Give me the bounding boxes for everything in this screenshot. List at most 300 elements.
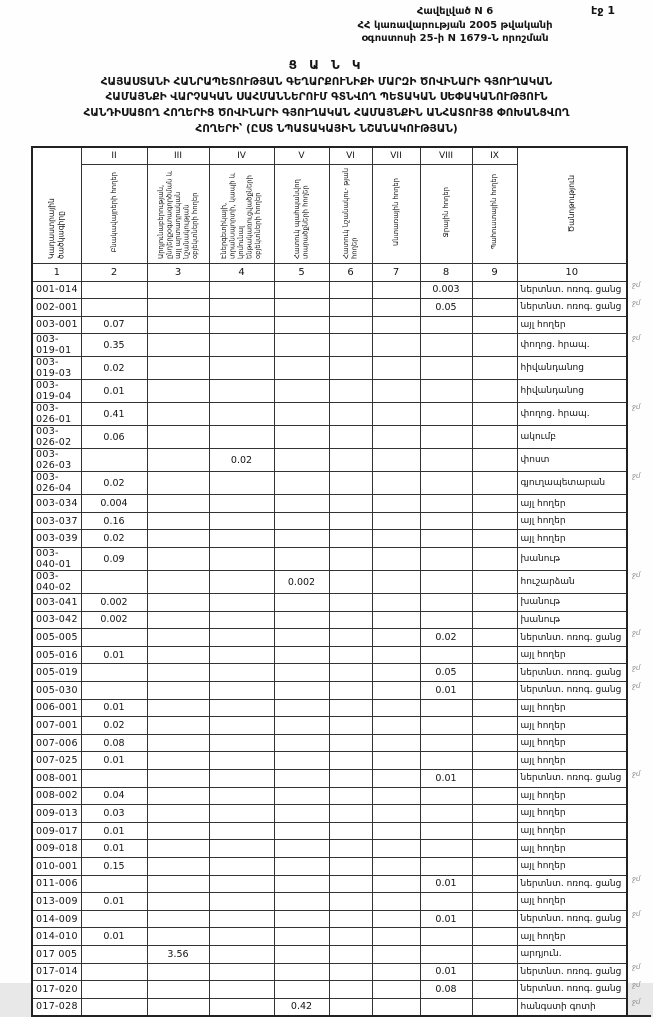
margin-mark bbox=[627, 316, 651, 334]
margin-mark bbox=[627, 495, 651, 513]
cell-infrastructure-lands bbox=[209, 611, 274, 629]
margin-mark bbox=[627, 449, 651, 472]
cell-reserve-lands bbox=[472, 717, 517, 735]
table-row bbox=[32, 629, 651, 647]
table-row bbox=[32, 945, 651, 963]
cell-industrial-lands bbox=[147, 857, 209, 875]
cell-water-lands bbox=[420, 530, 472, 548]
table-row bbox=[32, 717, 651, 735]
cell-water-lands: 0.01 bbox=[420, 910, 472, 928]
cell-settlement-lands bbox=[81, 664, 147, 682]
margin-mark bbox=[627, 699, 651, 717]
cell-water-lands: 0.01 bbox=[420, 963, 472, 981]
cell-water-lands: 0.08 bbox=[420, 981, 472, 999]
cell-cadastral-code: 009-017 bbox=[32, 822, 81, 840]
table-row bbox=[32, 594, 651, 612]
cell-water-lands bbox=[420, 403, 472, 426]
cell-cadastral-code: 003-019-04 bbox=[32, 380, 81, 403]
column-number-4: 4 bbox=[209, 263, 274, 281]
roman-numeral-IV: IV bbox=[209, 147, 274, 165]
cell-protected-lands bbox=[274, 548, 329, 571]
cell-cadastral-code: 006-001 bbox=[32, 699, 81, 717]
cell-protected-lands bbox=[274, 857, 329, 875]
cell-reserve-lands bbox=[472, 945, 517, 963]
cell-forest-lands bbox=[372, 629, 420, 647]
cell-cadastral-code: 003-037 bbox=[32, 512, 81, 530]
margin-mark: ջմ bbox=[632, 681, 641, 690]
cell-water-lands bbox=[420, 699, 472, 717]
cell-special-purpose-lands bbox=[329, 334, 372, 357]
cell-special-purpose-lands bbox=[329, 380, 372, 403]
margin-mark bbox=[627, 734, 651, 752]
cell-note: փոստ bbox=[517, 449, 627, 472]
cell-cadastral-code: 003-041 bbox=[32, 594, 81, 612]
cell-protected-lands bbox=[274, 928, 329, 946]
cell-forest-lands bbox=[372, 717, 420, 735]
cell-reserve-lands bbox=[472, 805, 517, 823]
cell-settlement-lands: 0.06 bbox=[81, 426, 147, 449]
cell-water-lands bbox=[420, 512, 472, 530]
cell-forest-lands bbox=[372, 380, 420, 403]
cell-protected-lands: 0.42 bbox=[274, 998, 329, 1016]
cell-settlement-lands: 0.03 bbox=[81, 805, 147, 823]
cell-settlement-lands bbox=[81, 998, 147, 1016]
cell-water-lands bbox=[420, 472, 472, 495]
cell-note: հիվանդանոց bbox=[517, 380, 627, 403]
cell-special-purpose-lands bbox=[329, 594, 372, 612]
cell-cadastral-code: 003-019-01 bbox=[32, 334, 81, 357]
cell-reserve-lands bbox=[472, 822, 517, 840]
cell-settlement-lands: 0.02 bbox=[81, 472, 147, 495]
header-cell-notes bbox=[517, 147, 627, 264]
table-row bbox=[32, 787, 651, 805]
cell-special-purpose-lands bbox=[329, 928, 372, 946]
cell-reserve-lands bbox=[472, 334, 517, 357]
cell-forest-lands bbox=[372, 699, 420, 717]
cell-reserve-lands bbox=[472, 963, 517, 981]
table-row bbox=[32, 910, 651, 928]
cell-settlement-lands: 0.04 bbox=[81, 787, 147, 805]
cell-protected-lands bbox=[274, 357, 329, 380]
header-label-settlement-lands: Բնակավայրերի հողեր bbox=[109, 171, 118, 253]
cell-reserve-lands bbox=[472, 682, 517, 700]
margin-mark bbox=[627, 530, 651, 548]
cell-infrastructure-lands bbox=[209, 530, 274, 548]
cell-cadastral-code: 017 005 bbox=[32, 945, 81, 963]
cell-industrial-lands bbox=[147, 822, 209, 840]
table-row bbox=[32, 316, 651, 334]
cell-special-purpose-lands bbox=[329, 512, 372, 530]
cell-infrastructure-lands bbox=[209, 281, 274, 299]
cell-reserve-lands bbox=[472, 646, 517, 664]
cell-water-lands bbox=[420, 449, 472, 472]
table-row bbox=[32, 840, 651, 858]
cell-forest-lands bbox=[372, 805, 420, 823]
cell-cadastral-code: 007-001 bbox=[32, 717, 81, 735]
table-row bbox=[32, 357, 651, 380]
cell-industrial-lands bbox=[147, 472, 209, 495]
cell-infrastructure-lands bbox=[209, 717, 274, 735]
cell-cadastral-code: 001-014 bbox=[32, 281, 81, 299]
cell-note: այլ հողեր bbox=[517, 822, 627, 840]
cell-cadastral-code: 003-026-03 bbox=[32, 449, 81, 472]
cell-reserve-lands bbox=[472, 530, 517, 548]
margin-mark: ջմ bbox=[632, 910, 641, 919]
margin-mark bbox=[627, 380, 651, 403]
table-row bbox=[32, 805, 651, 823]
cell-note: այլ հողեր bbox=[517, 840, 627, 858]
cell-protected-lands bbox=[274, 299, 329, 317]
cell-reserve-lands bbox=[472, 426, 517, 449]
cell-protected-lands bbox=[274, 770, 329, 788]
cell-infrastructure-lands bbox=[209, 981, 274, 999]
column-number-2: 2 bbox=[81, 263, 147, 281]
margin-mark: ջմ bbox=[632, 875, 641, 884]
cell-protected-lands bbox=[274, 472, 329, 495]
cell-reserve-lands bbox=[472, 611, 517, 629]
cell-forest-lands bbox=[372, 682, 420, 700]
cell-settlement-lands: 0.41 bbox=[81, 403, 147, 426]
table-row bbox=[32, 893, 651, 911]
cell-infrastructure-lands bbox=[209, 316, 274, 334]
cell-settlement-lands: 0.02 bbox=[81, 357, 147, 380]
cell-industrial-lands bbox=[147, 646, 209, 664]
appendix-line-2: ՀՀ կառավարության 2005 թվականի bbox=[357, 19, 553, 31]
appendix-header bbox=[300, 0, 610, 46]
cell-note: հուշարձան bbox=[517, 571, 627, 594]
cell-forest-lands bbox=[372, 787, 420, 805]
table-row bbox=[32, 981, 651, 999]
cell-special-purpose-lands bbox=[329, 316, 372, 334]
cell-infrastructure-lands bbox=[209, 875, 274, 893]
cell-water-lands: 0.02 bbox=[420, 629, 472, 647]
margin-mark bbox=[627, 805, 651, 823]
table-row bbox=[32, 299, 651, 317]
cell-forest-lands bbox=[372, 963, 420, 981]
cell-note: ներտնտ. ոռոգ. ցանց bbox=[517, 910, 627, 928]
cell-cadastral-code: 005-030 bbox=[32, 682, 81, 700]
margin-mark bbox=[627, 822, 651, 840]
cell-water-lands bbox=[420, 928, 472, 946]
cell-settlement-lands: 0.01 bbox=[81, 699, 147, 717]
roman-numeral-VII: VII bbox=[372, 147, 420, 165]
table-row bbox=[32, 734, 651, 752]
column-number-5: 5 bbox=[274, 263, 329, 281]
margin-mark bbox=[627, 857, 651, 875]
cell-cadastral-code: 003-042 bbox=[32, 611, 81, 629]
cell-special-purpose-lands bbox=[329, 611, 372, 629]
header-label-forest-lands: Անտառային հողեր bbox=[391, 178, 400, 246]
cell-cadastral-code: 003-026-04 bbox=[32, 472, 81, 495]
cell-special-purpose-lands bbox=[329, 472, 372, 495]
cell-industrial-lands: 3.56 bbox=[147, 945, 209, 963]
cell-cadastral-code: 008-001 bbox=[32, 770, 81, 788]
cell-settlement-lands bbox=[81, 945, 147, 963]
cell-infrastructure-lands bbox=[209, 334, 274, 357]
cell-industrial-lands bbox=[147, 981, 209, 999]
cell-special-purpose-lands bbox=[329, 299, 372, 317]
margin-mark bbox=[627, 548, 651, 571]
cell-special-purpose-lands bbox=[329, 910, 372, 928]
cell-note: այլ հողեր bbox=[517, 805, 627, 823]
cell-infrastructure-lands bbox=[209, 910, 274, 928]
cell-industrial-lands bbox=[147, 495, 209, 513]
cell-industrial-lands bbox=[147, 594, 209, 612]
cell-forest-lands bbox=[372, 664, 420, 682]
cell-water-lands bbox=[420, 316, 472, 334]
cell-water-lands bbox=[420, 945, 472, 963]
table-row bbox=[32, 770, 651, 788]
cell-infrastructure-lands bbox=[209, 571, 274, 594]
cell-infrastructure-lands bbox=[209, 426, 274, 449]
margin-mark: ջմ bbox=[632, 402, 641, 411]
cell-note: ակումբ bbox=[517, 426, 627, 449]
cell-infrastructure-lands bbox=[209, 548, 274, 571]
cell-reserve-lands bbox=[472, 998, 517, 1016]
cell-infrastructure-lands bbox=[209, 472, 274, 495]
cell-note: այլ հողեր bbox=[517, 752, 627, 770]
header-cell-infrastructure-lands bbox=[209, 164, 274, 263]
cell-infrastructure-lands bbox=[209, 787, 274, 805]
cell-settlement-lands: 0.08 bbox=[81, 734, 147, 752]
cell-water-lands: 0.05 bbox=[420, 664, 472, 682]
cell-settlement-lands bbox=[81, 281, 147, 299]
cell-settlement-lands: 0.01 bbox=[81, 840, 147, 858]
cell-infrastructure-lands bbox=[209, 857, 274, 875]
cell-note: այլ հողեր bbox=[517, 646, 627, 664]
cell-cadastral-code: 017-028 bbox=[32, 998, 81, 1016]
cell-settlement-lands: 0.15 bbox=[81, 857, 147, 875]
cell-settlement-lands bbox=[81, 629, 147, 647]
cell-note: այլ հողեր bbox=[517, 734, 627, 752]
table-row bbox=[32, 403, 651, 426]
cell-industrial-lands bbox=[147, 963, 209, 981]
cell-reserve-lands bbox=[472, 316, 517, 334]
margin-mark bbox=[627, 357, 651, 380]
cell-note: փողոց. հրապ. bbox=[517, 403, 627, 426]
cell-note: ներտնտ. ոռոգ. ցանց bbox=[517, 299, 627, 317]
cell-reserve-lands bbox=[472, 752, 517, 770]
cell-industrial-lands bbox=[147, 734, 209, 752]
cell-water-lands: 0.01 bbox=[420, 875, 472, 893]
cell-cadastral-code: 014-010 bbox=[32, 928, 81, 946]
cell-settlement-lands: 0.07 bbox=[81, 316, 147, 334]
cell-settlement-lands: 0.35 bbox=[81, 334, 147, 357]
cell-note: այլ հողեր bbox=[517, 316, 627, 334]
cell-forest-lands bbox=[372, 334, 420, 357]
cell-water-lands bbox=[420, 548, 472, 571]
cell-forest-lands bbox=[372, 945, 420, 963]
cell-water-lands bbox=[420, 805, 472, 823]
margin-mark bbox=[627, 945, 651, 963]
roman-numeral-IX: IX bbox=[472, 147, 517, 165]
cell-water-lands: 0.01 bbox=[420, 682, 472, 700]
cell-forest-lands bbox=[372, 594, 420, 612]
cell-forest-lands bbox=[372, 449, 420, 472]
cell-protected-lands bbox=[274, 822, 329, 840]
margin-mark bbox=[627, 426, 651, 449]
cell-forest-lands bbox=[372, 357, 420, 380]
header-cell-settlement-lands bbox=[81, 164, 147, 263]
header-label-notes: Ծանոթություն bbox=[567, 174, 577, 233]
cell-protected-lands bbox=[274, 963, 329, 981]
cell-protected-lands bbox=[274, 646, 329, 664]
cell-infrastructure-lands bbox=[209, 299, 274, 317]
cell-forest-lands bbox=[372, 530, 420, 548]
cell-protected-lands bbox=[274, 910, 329, 928]
column-number-1: 1 bbox=[32, 263, 81, 281]
column-number-row bbox=[32, 263, 651, 281]
header-label-infrastructure-lands: Էներգետիկայի, տրանսպորտի, կապի և կոմունալ ենթակառուցվածքների օբյեկտների հողեր bbox=[220, 172, 263, 259]
cell-settlement-lands: 0.01 bbox=[81, 380, 147, 403]
cell-infrastructure-lands bbox=[209, 770, 274, 788]
column-number-8: 8 bbox=[420, 263, 472, 281]
table-row bbox=[32, 571, 651, 594]
cell-infrastructure-lands bbox=[209, 734, 274, 752]
cell-water-lands bbox=[420, 571, 472, 594]
cell-protected-lands bbox=[274, 752, 329, 770]
roman-numeral-V: V bbox=[274, 147, 329, 165]
cell-industrial-lands bbox=[147, 752, 209, 770]
cell-water-lands bbox=[420, 426, 472, 449]
cell-industrial-lands bbox=[147, 998, 209, 1016]
cell-forest-lands bbox=[372, 822, 420, 840]
cell-forest-lands bbox=[372, 299, 420, 317]
cell-forest-lands bbox=[372, 734, 420, 752]
margin-mark: ջմ bbox=[632, 663, 641, 672]
title-heading: Ց Ա Ն Կ bbox=[288, 57, 365, 72]
header-label-industrial-lands: Արդյունաբերության, ընդերքօգտագործման և այլ արտադրական նշանակության օբյեկտների հողեր bbox=[156, 170, 199, 259]
table-row bbox=[32, 752, 651, 770]
margin-mark: ջմ bbox=[632, 769, 641, 778]
header-label-special-purpose-lands: Հատուկ նշանակու- թյան հողեր bbox=[342, 167, 359, 259]
cell-cadastral-code: 005-019 bbox=[32, 664, 81, 682]
cell-industrial-lands bbox=[147, 334, 209, 357]
cell-note: հանգստի գոտի bbox=[517, 998, 627, 1016]
cell-protected-lands bbox=[274, 403, 329, 426]
cell-forest-lands bbox=[372, 495, 420, 513]
cell-note: գյուղապետարան bbox=[517, 472, 627, 495]
margin-spacer bbox=[627, 164, 651, 263]
cell-note: այլ հողեր bbox=[517, 495, 627, 513]
column-number-7: 7 bbox=[372, 263, 420, 281]
cell-reserve-lands bbox=[472, 571, 517, 594]
table-row bbox=[32, 548, 651, 571]
header-cell-water-lands bbox=[420, 164, 472, 263]
cell-water-lands: 0.01 bbox=[420, 770, 472, 788]
cell-forest-lands bbox=[372, 548, 420, 571]
cell-industrial-lands bbox=[147, 770, 209, 788]
cell-note: ներտնտ. ոռոգ. ցանց bbox=[517, 963, 627, 981]
cell-industrial-lands bbox=[147, 893, 209, 911]
cell-water-lands bbox=[420, 380, 472, 403]
cell-forest-lands bbox=[372, 893, 420, 911]
cell-settlement-lands: 0.002 bbox=[81, 611, 147, 629]
cell-protected-lands bbox=[274, 495, 329, 513]
cell-forest-lands bbox=[372, 910, 420, 928]
cell-special-purpose-lands bbox=[329, 734, 372, 752]
cell-water-lands bbox=[420, 646, 472, 664]
cell-cadastral-code: 003-019-03 bbox=[32, 357, 81, 380]
cell-cadastral-code: 003-040-01 bbox=[32, 548, 81, 571]
cell-forest-lands bbox=[372, 426, 420, 449]
cell-industrial-lands bbox=[147, 840, 209, 858]
cell-settlement-lands bbox=[81, 963, 147, 981]
cell-industrial-lands bbox=[147, 611, 209, 629]
cell-forest-lands bbox=[372, 998, 420, 1016]
cell-industrial-lands bbox=[147, 910, 209, 928]
cell-industrial-lands bbox=[147, 571, 209, 594]
cell-forest-lands bbox=[372, 875, 420, 893]
table-row bbox=[32, 963, 651, 981]
cell-cadastral-code: 010-001 bbox=[32, 857, 81, 875]
cell-infrastructure-lands bbox=[209, 357, 274, 380]
cell-protected-lands bbox=[274, 512, 329, 530]
cell-cadastral-code: 003-039 bbox=[32, 530, 81, 548]
cell-special-purpose-lands bbox=[329, 717, 372, 735]
cell-reserve-lands bbox=[472, 928, 517, 946]
cell-note: ներտնտ. ոռոգ. ցանց bbox=[517, 875, 627, 893]
cell-settlement-lands bbox=[81, 682, 147, 700]
table-row bbox=[32, 857, 651, 875]
margin-mark bbox=[627, 752, 651, 770]
table-row bbox=[32, 699, 651, 717]
appendix-line-3: օգոստոսի 25-ի N 1679-Ն որոշման bbox=[361, 33, 549, 44]
cell-cadastral-code: 017-014 bbox=[32, 963, 81, 981]
cell-water-lands bbox=[420, 893, 472, 911]
cell-special-purpose-lands bbox=[329, 449, 372, 472]
cell-note: ներտնտ. ոռոգ. ցանց bbox=[517, 770, 627, 788]
cell-industrial-lands bbox=[147, 928, 209, 946]
table-row bbox=[32, 380, 651, 403]
cell-industrial-lands bbox=[147, 787, 209, 805]
cell-protected-lands bbox=[274, 594, 329, 612]
table-row bbox=[32, 495, 651, 513]
header-label-reserve-lands: Պահուստային հողեր bbox=[490, 174, 499, 250]
cell-forest-lands bbox=[372, 646, 420, 664]
cell-protected-lands bbox=[274, 734, 329, 752]
header-cell-special-purpose-lands bbox=[329, 164, 372, 263]
cell-settlement-lands bbox=[81, 910, 147, 928]
cell-settlement-lands: 0.004 bbox=[81, 495, 147, 513]
cell-infrastructure-lands bbox=[209, 495, 274, 513]
margin-mark: ջմ bbox=[632, 980, 641, 989]
header-cell-forest-lands bbox=[372, 164, 420, 263]
cell-forest-lands bbox=[372, 611, 420, 629]
cell-forest-lands bbox=[372, 770, 420, 788]
cell-settlement-lands bbox=[81, 981, 147, 999]
cell-special-purpose-lands bbox=[329, 646, 372, 664]
cell-settlement-lands: 0.02 bbox=[81, 530, 147, 548]
cell-forest-lands bbox=[372, 316, 420, 334]
cell-water-lands bbox=[420, 594, 472, 612]
margin-mark: ջմ bbox=[632, 333, 641, 342]
margin-mark: ջմ bbox=[632, 298, 641, 307]
cell-special-purpose-lands bbox=[329, 357, 372, 380]
cell-industrial-lands bbox=[147, 875, 209, 893]
cell-water-lands: 0.003 bbox=[420, 281, 472, 299]
cell-forest-lands bbox=[372, 571, 420, 594]
cell-infrastructure-lands bbox=[209, 840, 274, 858]
cell-water-lands bbox=[420, 857, 472, 875]
table-row bbox=[32, 512, 651, 530]
cell-protected-lands bbox=[274, 316, 329, 334]
cell-forest-lands bbox=[372, 281, 420, 299]
cell-special-purpose-lands bbox=[329, 682, 372, 700]
cell-special-purpose-lands bbox=[329, 629, 372, 647]
cell-settlement-lands: 0.01 bbox=[81, 928, 147, 946]
cell-forest-lands bbox=[372, 512, 420, 530]
